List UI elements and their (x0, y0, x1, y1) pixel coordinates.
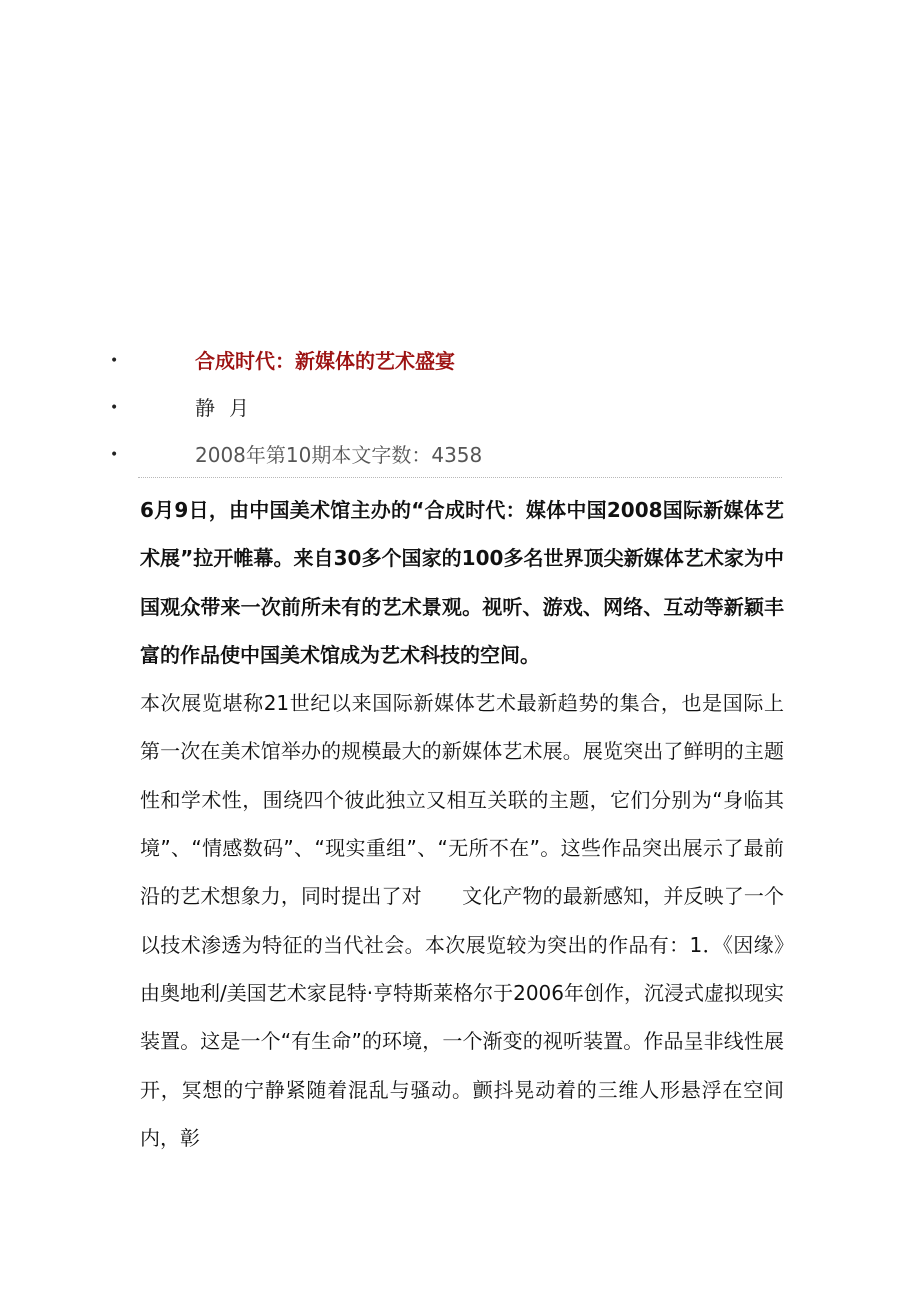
article-info: 2008年第10期本文字数：4358 (195, 443, 483, 467)
article-paragraph: 6月9日，由中国美术馆主办的“合成时代：媒体中国2008国际新媒体艺术展”拉开帷幕。来自30多个国家的100多名世界顶尖新媒体艺术家为中国观众带来一次前所未有的艺术景观。视听、游戏、网络、互动等新颖丰富的作品使中国美术馆成为艺术科技的空间。 (140, 498, 784, 667)
article-paragraph: 本次展览堪称21世纪以来国际新媒体艺术最新趋势的集合，也是国际上第一次在美术馆举办的规模最大的新媒体艺术展。展览突出了鲜明的主题性和学术性，围绕四个彼此独立又相互关联的主题，它们分别为“身临其境”、“情感数码”、“现实重组”、“无所不在”。这些作品突出展示了最前沿的艺术想象力，同时提出了对 文化产物的最新感知，并反映了一个以技术渗透为特征的当代社会。本次展览较为突出的作品有：1．《因缘》 由奥地利/美国艺术家昆特·亨特斯莱格尔于2006年创作，沉浸式虚拟现实装置。这是一个“有生命”的环境，一个渐变的视听装置。作品呈非线性展开，冥想的宁静紧随着混乱与骚动。颤抖晃动着的三维人形悬浮在空间内，彰 (140, 691, 824, 1150)
bullet-icon: • (110, 447, 119, 463)
article-body (140, 486, 824, 1162)
meta-item-info (0, 432, 920, 479)
bullet-icon: • (110, 400, 119, 416)
bullet-icon: • (110, 353, 119, 369)
article-meta-list (0, 338, 920, 479)
article-title[interactable]: 合成时代：新媒体的艺术盛宴 (195, 349, 455, 373)
meta-item-title (0, 338, 920, 385)
meta-item-author (0, 385, 920, 432)
dotted-divider (138, 477, 782, 478)
article-author: 静月 (195, 396, 263, 420)
